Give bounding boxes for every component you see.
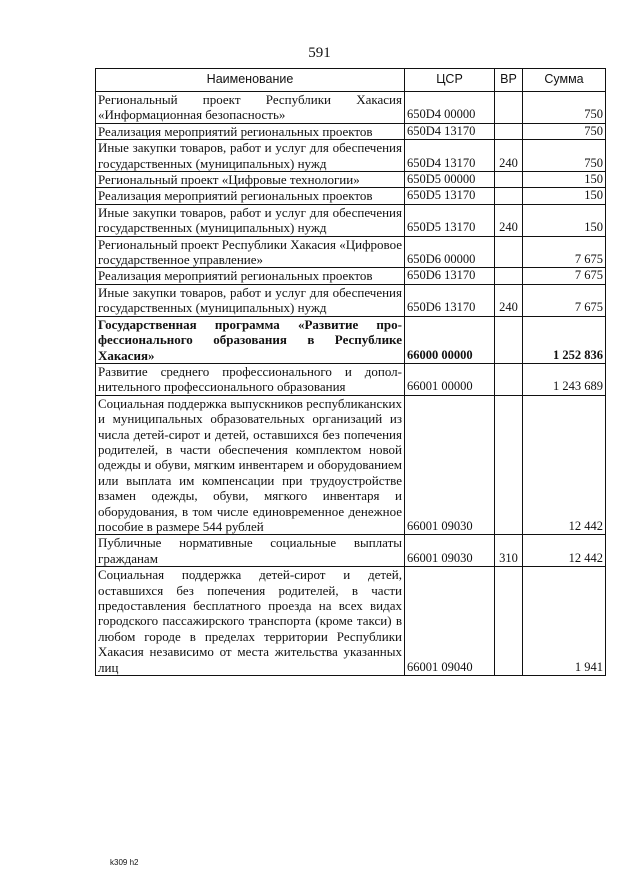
cell-csr: 650D6 13170	[405, 284, 495, 316]
cell-vr: 240	[495, 204, 523, 236]
cell-csr: 650D4 13170	[405, 140, 495, 172]
header-sum: Сумма	[523, 69, 606, 92]
cell-csr: 650D5 13170	[405, 204, 495, 236]
header-vr: ВР	[495, 69, 523, 92]
table-row	[96, 92, 606, 124]
page-number: 591	[308, 45, 331, 61]
cell-vr	[495, 236, 523, 268]
cell-vr	[495, 92, 523, 124]
cell-csr: 66001 09030	[405, 395, 495, 535]
cell-vr	[495, 316, 523, 363]
cell-name: Реализация мероприятий региональных проектов	[96, 123, 405, 139]
cell-name: Иные закупки товаров, работ и услуг для обеспечения государственных (муниципальных) нужд	[96, 284, 405, 316]
table-row	[96, 172, 606, 188]
cell-csr: 650D4 13170	[405, 123, 495, 139]
table-row	[96, 316, 606, 363]
cell-vr	[495, 268, 523, 284]
cell-csr: 650D4 00000	[405, 92, 495, 124]
table-row	[96, 535, 606, 567]
table-row	[96, 140, 606, 172]
cell-csr: 66001 00000	[405, 363, 495, 395]
table-row	[96, 363, 606, 395]
cell-name: Региональный проект Республики Хакасия «Цифровое государственное управление»	[96, 236, 405, 268]
cell-sum: 150	[523, 172, 606, 188]
cell-sum: 7 675	[523, 236, 606, 268]
table-row	[96, 284, 606, 316]
cell-sum: 1 243 689	[523, 363, 606, 395]
header-name: Наименование	[96, 69, 405, 92]
cell-sum: 150	[523, 188, 606, 204]
table-body	[96, 92, 606, 676]
cell-name: Государственная программа «Развитие профессионального образования в Республике Хакасия»	[96, 316, 405, 363]
cell-vr	[495, 188, 523, 204]
cell-vr	[495, 123, 523, 139]
cell-csr: 66000 00000	[405, 316, 495, 363]
cell-name: Развитие среднего профессионального и дополнительного профессионального образования	[96, 363, 405, 395]
cell-sum: 7 675	[523, 284, 606, 316]
table-row	[96, 123, 606, 139]
cell-sum: 7 675	[523, 268, 606, 284]
table-row	[96, 204, 606, 236]
cell-vr: 240	[495, 284, 523, 316]
cell-sum: 1 941	[523, 567, 606, 676]
cell-vr	[495, 363, 523, 395]
cell-sum: 1 252 836	[523, 316, 606, 363]
cell-vr	[495, 395, 523, 535]
table-header-row	[96, 69, 606, 92]
footer-code: k309 h2	[110, 858, 139, 867]
cell-vr	[495, 567, 523, 676]
table-row	[96, 236, 606, 268]
cell-name: Иные закупки товаров, работ и услуг для обеспечения государственных (муниципальных) нужд	[96, 204, 405, 236]
cell-sum: 12 442	[523, 535, 606, 567]
cell-csr: 66001 09030	[405, 535, 495, 567]
cell-name: Региональный проект Республики Хакасия «Информационная безопасность»	[96, 92, 405, 124]
budget-table	[95, 68, 606, 676]
cell-sum: 750	[523, 92, 606, 124]
cell-sum: 750	[523, 123, 606, 139]
cell-vr: 310	[495, 535, 523, 567]
cell-csr: 650D5 13170	[405, 188, 495, 204]
table-row	[96, 268, 606, 284]
cell-csr: 650D6 13170	[405, 268, 495, 284]
cell-vr	[495, 172, 523, 188]
header-csr: ЦСР	[405, 69, 495, 92]
cell-name: Региональный проект «Цифровые технологии»	[96, 172, 405, 188]
table-row	[96, 567, 606, 676]
cell-name: Реализация мероприятий региональных проектов	[96, 188, 405, 204]
cell-sum: 12 442	[523, 395, 606, 535]
cell-name: Социальная поддержка выпускников республиканских и муниципальных образовательных организаций из числа детей-сирот и детей, оставшихся без попечения родителей, в части обеспечения комплектом новой одежды и обуви, мягким инвентарем и оборудованием или выплата им компенсации при трудоустройстве взамен одежды, обуви, мягкого инвентаря и оборудования, в том числе единовременное денежное пособие в размере 544 рублей	[96, 395, 405, 535]
cell-csr: 650D6 00000	[405, 236, 495, 268]
table-row	[96, 188, 606, 204]
table-row	[96, 395, 606, 535]
cell-sum: 750	[523, 140, 606, 172]
cell-name: Социальная поддержка детей-сирот и детей, оставшихся без попечения родителей, в части предоставления бесплатного проезда на всех видах городского пассажирского транспорта (кроме такси) в любом городе в пределах территории Республики Хакасия независимо от места жительства указанных лиц	[96, 567, 405, 676]
cell-sum: 150	[523, 204, 606, 236]
cell-csr: 650D5 00000	[405, 172, 495, 188]
cell-name: Иные закупки товаров, работ и услуг для обеспечения государственных (муниципальных) нужд	[96, 140, 405, 172]
cell-csr: 66001 09040	[405, 567, 495, 676]
cell-name: Публичные нормативные социальные выплаты гражданам	[96, 535, 405, 567]
cell-name: Реализация мероприятий региональных проектов	[96, 268, 405, 284]
cell-vr: 240	[495, 140, 523, 172]
